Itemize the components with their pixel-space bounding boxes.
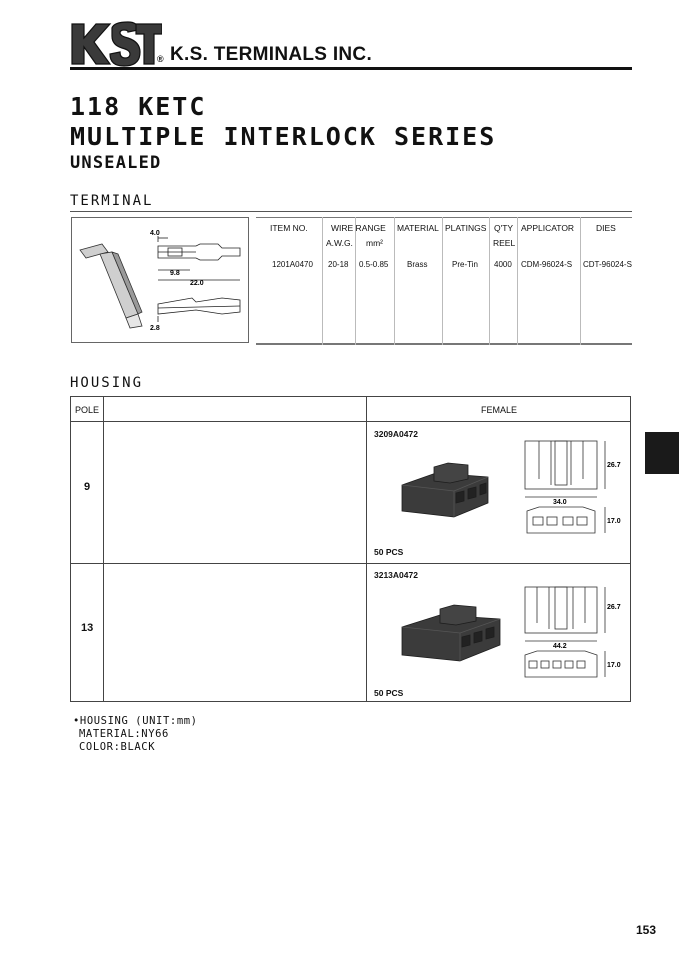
table-rule: [256, 217, 632, 218]
terminal-illustration: [72, 218, 248, 342]
header-awg: A.W.G.: [326, 238, 353, 248]
dim-label: 26.7: [607, 462, 621, 469]
housing-heading: HOUSING: [70, 375, 144, 391]
cell-applicator: CDM-96024-S: [521, 260, 573, 269]
row-divider: [71, 421, 630, 422]
housing-9-photo: [396, 455, 496, 525]
dim-label: 2.8: [150, 325, 160, 332]
header-pole: POLE: [75, 405, 100, 415]
cell-awg: 20-18: [328, 260, 349, 269]
registered-mark: ®: [157, 54, 164, 64]
dim-label: 22.0: [190, 280, 204, 287]
header-qty: Q'TY: [494, 223, 514, 233]
dim-label: 34.0: [553, 499, 567, 506]
housing-13-photo: [396, 597, 506, 669]
company-name: K.S. TERMINALS INC.: [170, 44, 373, 65]
column-divider: [366, 397, 367, 701]
header-rule: [70, 67, 632, 70]
header-applicator: APPLICATOR: [521, 223, 575, 233]
terminal-drawing: [71, 217, 249, 343]
page-number: 153: [636, 923, 657, 937]
housing-pack-qty: 50 PCS: [374, 547, 404, 557]
header-female: FEMALE: [481, 405, 518, 415]
column-divider: [394, 217, 395, 345]
dim-label: 9.8: [170, 270, 180, 277]
housing-13-drawing: [519, 583, 629, 693]
cell-platings: Pre-Tin: [452, 260, 478, 269]
cell-dies: CDT-96024-S: [583, 260, 632, 269]
pole-count: 13: [81, 622, 94, 634]
row-divider: [71, 563, 630, 564]
note-material: MATERIAL:NY66: [79, 728, 169, 740]
terminal-heading: TERMINAL: [70, 193, 154, 209]
header-reel: REEL: [493, 238, 516, 248]
header-dies: DIES: [596, 223, 616, 233]
dim-label: 44.2: [553, 643, 567, 650]
cell-mm2: 0.5-0.85: [359, 260, 389, 269]
terminal-spec-table: [256, 217, 632, 345]
housing-table: [70, 396, 631, 702]
terminal-rule: [70, 211, 632, 212]
kst-logo: [70, 20, 162, 68]
cell-qty: 4000: [494, 260, 512, 269]
cell-material: Brass: [407, 260, 428, 269]
section-tab-marker: [645, 432, 679, 474]
column-divider: [580, 217, 581, 345]
note-unit: •HOUSING (UNIT:mm): [73, 715, 198, 727]
dim-label: 26.7: [607, 604, 621, 611]
column-divider: [442, 217, 443, 345]
dim-label: 4.0: [150, 230, 160, 237]
header-mm2: mm²: [366, 238, 383, 248]
series-title: 118 KETC: [70, 92, 207, 121]
column-divider: [322, 217, 323, 345]
column-divider: [103, 397, 104, 701]
dim-label: 17.0: [607, 518, 621, 525]
housing-9-drawing: [519, 437, 629, 552]
header-item-no: ITEM NO.: [270, 223, 308, 233]
column-divider: [489, 217, 490, 345]
dim-label: 17.0: [607, 662, 621, 669]
housing-part-no: 3209A0472: [374, 429, 418, 439]
header-material: MATERIAL: [397, 223, 439, 233]
column-divider: [355, 217, 356, 345]
table-rule: [256, 343, 632, 345]
sealing-type: UNSEALED: [70, 153, 162, 173]
header-wire-range: WIRE RANGE: [331, 223, 386, 233]
header-platings: PLATINGS: [445, 223, 487, 233]
housing-pack-qty: 50 PCS: [374, 688, 404, 698]
pole-count: 9: [84, 481, 91, 493]
cell-item-no: 1201A0470: [272, 260, 313, 269]
housing-part-no: 3213A0472: [374, 570, 418, 580]
series-subtitle: MULTIPLE INTERLOCK SERIES: [70, 122, 497, 151]
column-divider: [517, 217, 518, 345]
note-color: COLOR:BLACK: [79, 741, 156, 753]
